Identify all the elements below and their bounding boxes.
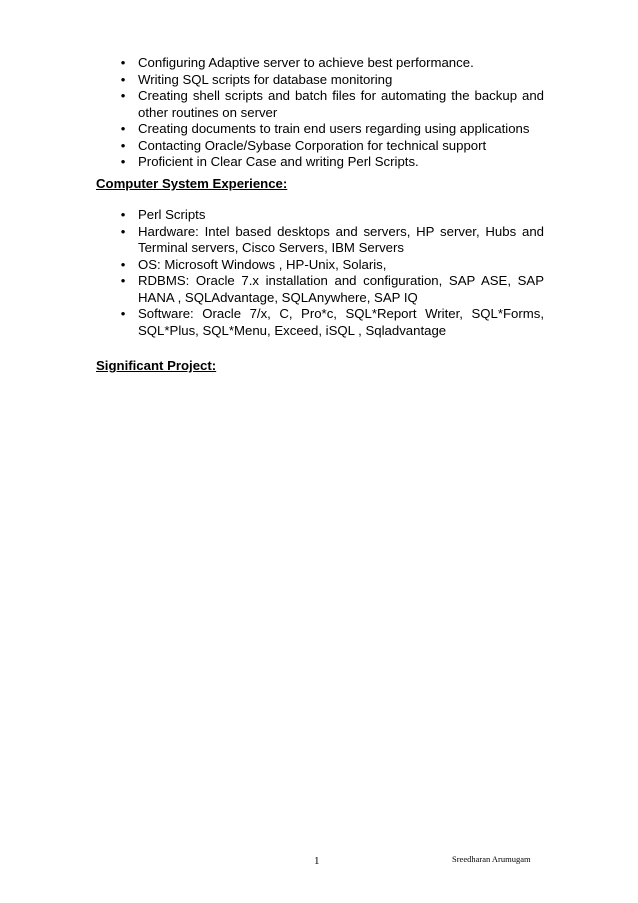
list-item [118, 207, 544, 224]
bullet-icon: • [120, 306, 126, 321]
list-item-text: Contacting Oracle/Sybase Corporation for technical support [138, 137, 487, 153]
list-item-text: Hardware: Intel based desktops and servers, HP server, Hubs and Terminal servers, Cisco Servers, IBM Servers [138, 223, 544, 255]
list-item [118, 88, 544, 121]
page-number: 1 [314, 855, 320, 867]
list-item [118, 55, 544, 72]
list-item-text: Perl Scripts [138, 207, 206, 222]
list-item-text: Proficient in Clear Case and writing Perl Scripts. [138, 154, 419, 169]
section-heading-system-experience: Computer System Experience: [96, 176, 288, 191]
footer-author: Sreedharan Arumugam [452, 854, 531, 864]
bullet-icon: • [120, 55, 126, 70]
bullet-icon: • [120, 88, 126, 103]
list-item-text: Configuring Adaptive server to achieve best performance. [138, 55, 474, 70]
list-item-text: OS: Microsoft Windows , HP-Unix, Solaris, [138, 256, 387, 272]
bullet-icon: • [120, 207, 126, 222]
list-item-text: Writing SQL scripts for database monitoring [138, 71, 393, 87]
responsibilities-list [118, 55, 544, 171]
list-item-text: Creating documents to train end users regarding using applications [138, 121, 530, 136]
list-item [118, 138, 544, 155]
bullet-icon: • [120, 154, 126, 169]
bullet-icon: • [120, 137, 126, 153]
list-item-text: Creating shell scripts and batch files for automating the backup and other routines on server [138, 88, 544, 120]
system-experience-list [118, 207, 544, 339]
list-item [118, 306, 544, 339]
bullet-icon: • [120, 273, 126, 288]
list-item [118, 72, 544, 89]
bullet-icon: • [120, 71, 126, 87]
section-heading-significant-project: Significant Project: [96, 358, 217, 373]
bullet-icon: • [120, 121, 126, 136]
list-item [118, 257, 544, 274]
list-item [118, 154, 544, 171]
bullet-icon: • [120, 256, 126, 272]
list-item-text: Software: Oracle 7/x, C, Pro*c, SQL*Report Writer, SQL*Forms, SQL*Plus, SQL*Menu, Exceed, iSQL , Sqladvantage [138, 306, 544, 338]
list-item-text: RDBMS: Oracle 7.x installation and configuration, SAP ASE, SAP HANA , SQLAdvantage, SQLAnywhere, SAP IQ [138, 273, 544, 305]
list-item [118, 121, 544, 138]
list-item [118, 224, 544, 257]
list-item [118, 273, 544, 306]
bullet-icon: • [120, 223, 126, 239]
